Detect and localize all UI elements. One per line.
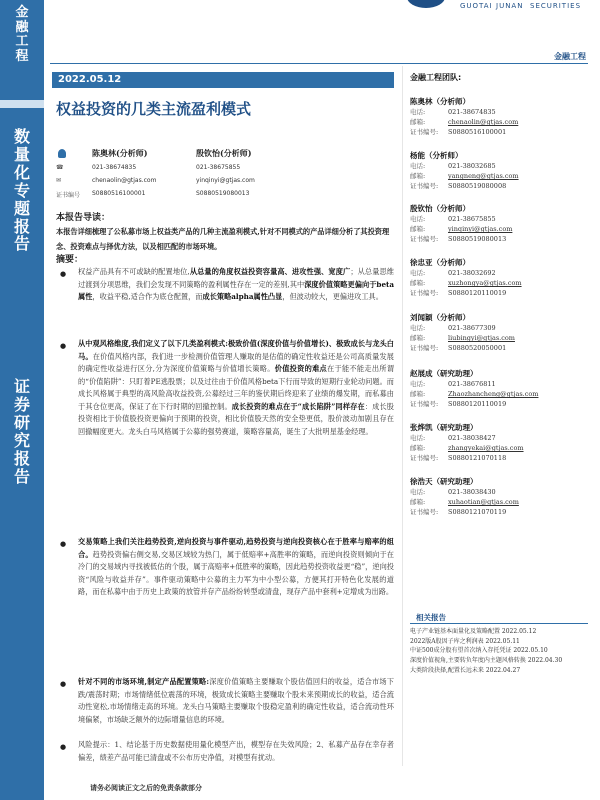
sidebar-label-bottom: 证券研究报告	[13, 377, 30, 486]
team-member	[410, 257, 588, 298]
related-reports-list	[410, 627, 588, 676]
team-member-phone: 电话: 021-38032692	[410, 269, 496, 277]
author-icon	[58, 149, 66, 158]
team-member-email[interactable]: 邮箱: xuzhongya@gtjas.com	[410, 279, 522, 287]
bullet-icon: ●	[60, 680, 67, 688]
team-member	[410, 476, 588, 517]
author-email-2[interactable]: yinqinyi@gtjas.com	[196, 177, 255, 184]
header-tag: 金融工程	[554, 52, 586, 61]
team-member	[410, 312, 588, 353]
report-title: 权益投资的几类主流盈利模式	[56, 100, 252, 118]
summary-bullet-3: 交易策略上我们关注趋势投资,逆向投资与事件驱动,趋势投资与逆向投资核心在于胜率与赔率的组合。趋势投资偏右侧交易,交易区域较为热门，属于低赔率+高胜率的策略，而逆向投资则倾向于在冷门的交易域内寻找被低估的个股，属于高赔率+低胜率的策略，因此趋势投资收益更“稳”，逆向投资“风险与收益并存”。事件驱动策略中公募的主力军为中小型公募，方便其打开特色化发展的道路，而在私募中由于历史上政策的放管并存产品纷纷转型或清盘，现存产品中套利+定增成为出路。	[78, 537, 394, 596]
related-report-item[interactable]: 中证500成分股有望首次纳入存托凭证 2022.05.10	[410, 647, 548, 655]
team-member-email[interactable]: 邮箱: yangneng@gtjas.com	[410, 172, 519, 180]
team-heading: 金融工程团队:	[410, 73, 462, 82]
team-member-cert: 证书编号: S0880121070119	[410, 508, 507, 516]
related-reports-heading: 相关报告	[416, 613, 446, 622]
team-member-phone: 电话: 021-38676811	[410, 380, 496, 388]
guide-heading: 本报告导读：	[56, 213, 111, 223]
team-member-name: 张烨凯（研究助理）	[410, 423, 478, 432]
team-member-name: 殷钦怡（分析师）	[410, 204, 470, 213]
team-member-cert: 证书编号: S0880120110019	[410, 289, 507, 297]
team-member-cert: 证书编号: S0880516100001	[410, 128, 507, 136]
sidebar-label-top: 金融工程	[15, 5, 29, 64]
summary-bullet-1: 权益产品具有不可或缺的配置地位,从总量的角度权益投资容量高、进攻性强、宽度广；从总量思维过渡到分项思维，我们会发现不同策略的盈利属性存在一定的差别,其中深度价值策略更偏向于beta属性，收益平稳,适合作为底仓配置，而成长策略alpha属性凸显，但波动较大，更偏进攻工具。	[78, 267, 394, 301]
related-divider	[410, 623, 588, 624]
team-member-email[interactable]: 邮箱: Zhaozhancheng@gtjas.com	[410, 390, 539, 398]
related-report-item[interactable]: 深度价值视角,主要转负年度内主题风格转换 2022.04.30	[410, 657, 563, 665]
team-member	[410, 203, 588, 244]
team-member-phone: 电话: 021-38038427	[410, 434, 496, 442]
logo-word-1: GUOTAI	[460, 2, 493, 10]
team-member-name: 刘闻颖（分析师）	[410, 313, 470, 322]
team-panel	[410, 72, 588, 83]
logo-word-3: SECURITIES	[530, 2, 582, 10]
author-block: 陈奥林(分析师) 殷钦怡(分析师) ☎ 021-38674835 021-38675855 ✉ chenaolin@gtjas.com yinqinyi@gtjas.com 证书编号 S0880516100001 S0880519080013	[56, 148, 255, 199]
team-member-cert: 证书编号: S0880121070118	[410, 454, 507, 462]
team-member-phone: 电话: 021-38674835	[410, 108, 496, 116]
sidebar-divider	[0, 100, 44, 108]
column-divider	[402, 66, 403, 766]
bullet-icon: ●	[60, 743, 67, 751]
team-member-cert: 证书编号: S0880120110019	[410, 400, 507, 408]
summary-bullet-4: 针对不同的市场环境,制定产品配置策略:深度价值策略主要赚取个股估值回归的收益，适合市场下跌/震荡时期；市场情绪低位震荡的环境，极致成长策略主要赚取个股未来预期成长的收益，适合流动性宽松,市场情绪走高的环境。龙头白马策略主要赚取个股稳定盈利的确定性收益，适合流动性环境偏紧，市场缺乏额外的边际增量信息的环境。	[78, 677, 394, 724]
team-member-email[interactable]: 邮箱: liubingyi@gtjas.com	[410, 334, 515, 342]
team-member	[410, 150, 588, 191]
logo-word-2: JUNAN	[496, 2, 524, 10]
author-name-1: 陈奥林(分析师)	[92, 148, 148, 158]
company-logo-text	[400, 0, 600, 16]
bullet-icon: ●	[60, 342, 67, 350]
team-member-cert: 证书编号: S0880520050001	[410, 344, 507, 352]
team-member-name: 杨能（分析师）	[410, 151, 463, 160]
author-cert-1: S0880516100001	[92, 190, 146, 197]
related-report-item[interactable]: 大类阶段抉择,配置长远未来 2022.04.27	[410, 666, 521, 674]
disclaimer-footer: 请务必阅读正文之后的免责条款部分	[90, 783, 202, 792]
team-member	[410, 422, 588, 463]
guide-text: 本报告详细梳理了公私募市场上权益类产品的几种主流盈利模式,针对不同模式的产品详细分析了其投资理念、投资难点与择优方法，以及相匹配的市场环境。	[56, 227, 390, 251]
author-email-1[interactable]: chenaolin@gtjas.com	[92, 177, 157, 184]
author-cert-2: S0880519080013	[196, 190, 250, 197]
related-report-item[interactable]: 2022版A股因子库之利润表 2022.05.11	[410, 637, 520, 645]
team-member-phone: 电话: 021-38675855	[410, 215, 496, 223]
author-cert-label: 证书编号	[56, 192, 81, 199]
team-member-name: 徐忠亚（分析师）	[410, 258, 470, 267]
team-member	[410, 368, 588, 409]
risk-warning: 风险提示：1、结论基于历史数据使用量化模型产出，模型存在失效风险；2、私募产品存在幸存者偏差，绩差产品可能已清盘或不公布历史净值，对模型有扰动。	[78, 740, 394, 762]
bullet-icon: ●	[60, 270, 67, 278]
author-name-2: 殷钦怡(分析师)	[196, 148, 252, 158]
team-member-name: 徐浩天（研究助理）	[410, 477, 478, 486]
team-member-cert: 证书编号: S0880519080013	[410, 235, 507, 243]
team-member-email[interactable]: 邮箱: chenaolin@gtjas.com	[410, 118, 519, 126]
team-member-email[interactable]: 邮箱: yinqinyi@gtjas.com	[410, 225, 513, 233]
bullet-icon: ●	[60, 540, 67, 548]
team-member-phone: 电话: 021-38677309	[410, 324, 496, 332]
report-date: 2022.05.12	[52, 72, 394, 88]
header-divider	[50, 63, 588, 64]
team-member-email[interactable]: 邮箱: zhangyekai@gtjas.com	[410, 444, 524, 452]
summary-heading: 摘要：	[56, 255, 84, 265]
team-member-name: 赵展成（研究助理）	[410, 369, 478, 378]
author-phone-1: 021-38674835	[92, 164, 137, 171]
related-report-item[interactable]: 电子产业链基本面量化及策略配置 2022.05.12	[410, 628, 537, 635]
sidebar	[0, 0, 44, 800]
team-member-email[interactable]: 邮箱: xuhaotian@gtjas.com	[410, 498, 519, 506]
summary-bullet-2: 从中观风格维度,我们定义了以下几类盈利模式:极致价值(深度价值与价值增长)、极致成长与龙头白马。在价值风格内部，我们进一步检测价值管理人赚取的是估值的确定性收益还是公司高质量发展的确定性收益进行区分,分为深度价值策略与价值增长策略。价值投资的难点在于能不能走出所谓的“价值陷阱”：只盯着PE逃股票；以及过往由于价值风格beta下行而导致的短期行业轮动问题。而成长风格属于典型的高风险高收益投资,公募经过三年的鉴伏期后终迎来了业绩的爆发期，而私募由于其仓位更高，保证了在下行时期的回撤控制。成长投资的难点在于“成长陷阱”同样存在：成长股投资相比于价值股投资更偏向于预期的投资，相比价值股天然的安全垫更低，股价波动加剧且存在回撤幅度更大。龙头白马风格属于公募的强势赛道，策略容量高，诞生了大批明星基金经理。	[78, 339, 394, 436]
team-member-phone: 电话: 021-38038430	[410, 488, 496, 496]
sidebar-label-mid: 数量化专题报告	[13, 127, 30, 254]
team-member-name: 陈奥林（分析师）	[410, 97, 470, 106]
team-member-cert: 证书编号: S0880519080008	[410, 182, 507, 190]
team-member	[410, 96, 588, 137]
author-phone-2: 021-38675855	[196, 164, 241, 171]
team-member-phone: 电话: 021-38032685	[410, 162, 496, 170]
